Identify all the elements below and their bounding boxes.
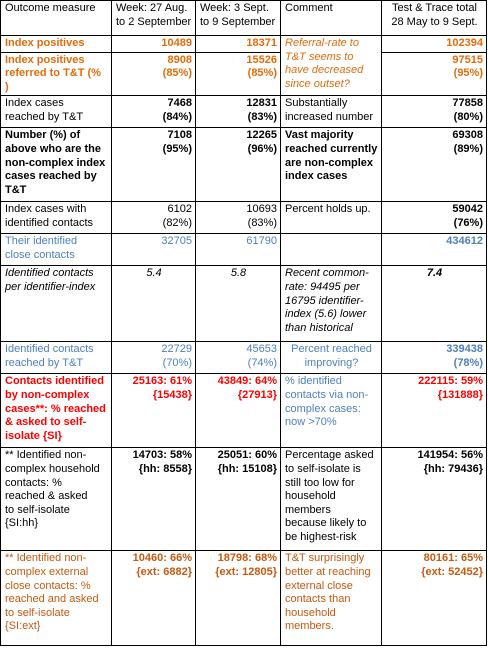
row-comment — [281, 234, 382, 266]
row-week-2: 5.8 — [196, 266, 281, 342]
row-comment: Recent common- rate: 94495 per 16795 identifier- index (5.6) lower than historical — [281, 266, 382, 342]
table-row — [1, 374, 487, 448]
row-comment: Referral-rate to T&T seems to have decreased since outset? — [281, 36, 382, 96]
row-total: 7.4 — [382, 266, 487, 342]
table-row — [1, 342, 487, 374]
row-week-2: 61790 — [196, 234, 281, 266]
row-week-1: 8908 (85%) — [112, 52, 196, 96]
row-week-1: 22729 (70%) — [112, 342, 196, 374]
row-total: 434612 — [382, 234, 487, 266]
table-row — [1, 551, 487, 646]
row-week-2: 45653 (74%) — [196, 342, 281, 374]
row-total: 222115: 59% {131888} — [382, 374, 487, 448]
table-row — [1, 96, 487, 128]
row-comment: Percent holds up. — [281, 202, 382, 234]
row-week-2: 12831 (83%) — [196, 96, 281, 128]
table-row — [1, 36, 487, 53]
row-week-1: 6102 (82%) — [112, 202, 196, 234]
row-measure: Index cases reached by T&T — [1, 96, 112, 128]
row-week-2: 10693 (83%) — [196, 202, 281, 234]
table-row — [1, 448, 487, 551]
row-measure: Index positives referred to T&T (% ) — [1, 52, 112, 96]
row-measure: ** Identified non- complex household contacts: % reached & asked to self-isolate {SI:hh} — [1, 448, 112, 551]
row-comment: Percent reached improving? — [281, 342, 382, 374]
row-measure: Identified contacts per identifier-index — [1, 266, 112, 342]
row-week-1: 14703: 58% {hh: 8558} — [112, 448, 196, 551]
row-total: 141954: 56% {hh: 79436} — [382, 448, 487, 551]
table-row — [1, 266, 487, 342]
table-row — [1, 234, 487, 266]
row-week-1: 5.4 — [112, 266, 196, 342]
row-week-2: 15526 (85%) — [196, 52, 281, 96]
row-week-2: 18371 — [196, 36, 281, 53]
row-measure: Identified contacts reached by T&T — [1, 342, 112, 374]
row-total: 97515 (95%) — [382, 52, 487, 96]
row-week-2: 12265 (96%) — [196, 128, 281, 202]
row-comment: % identified contacts via non- complex cases: now >70% — [281, 374, 382, 448]
row-measure: Index cases with identified contacts — [1, 202, 112, 234]
row-total: 339438 (78%) — [382, 342, 487, 374]
header-week-1: Week: 27 Aug. to 2 September — [112, 1, 196, 36]
header-comment: Comment — [281, 1, 382, 36]
row-week-1: 32705 — [112, 234, 196, 266]
row-total: 59042 (76%) — [382, 202, 487, 234]
row-comment: T&T surprisingly better at reaching external close contacts than household members. — [281, 551, 382, 646]
row-week-2: 25051: 60% {hh: 15108} — [196, 448, 281, 551]
table-row — [1, 202, 487, 234]
row-measure: Their identified close contacts — [1, 234, 112, 266]
row-total: 102394 — [382, 36, 487, 53]
row-comment: Vast majority reached currently are non-complex index cases — [281, 128, 382, 202]
row-week-1: 10489 — [112, 36, 196, 53]
header-row — [1, 1, 487, 36]
row-total: 77858 (80%) — [382, 96, 487, 128]
row-measure: Index positives — [1, 36, 112, 53]
header-measure: Outcome measure — [1, 1, 112, 36]
row-measure: Number (%) of above who are the non-complex index cases reached by T&T — [1, 128, 112, 202]
header-total: Test & Trace total 28 May to 9 Sept. — [382, 1, 487, 36]
row-week-2: 43849: 64% {27913} — [196, 374, 281, 448]
row-week-1: 7108 (95%) — [112, 128, 196, 202]
table-row — [1, 52, 487, 96]
row-comment: Percentage asked to self-isolate is still too low for household members because likely to be highest-risk — [281, 448, 382, 551]
row-measure: ** Identified non- complex external close contacts: % reached and asked to self-isolate {SI:ext} — [1, 551, 112, 646]
row-comment: Substantially increased number — [281, 96, 382, 128]
row-week-2: 18798: 68% {ext: 12805} — [196, 551, 281, 646]
row-measure: Contacts identified by non-complex cases**: % reached & asked to self- isolate {SI} — [1, 374, 112, 448]
row-total: 80161: 65% {ext: 52452} — [382, 551, 487, 646]
header-week-2: Week: 3 Sept. to 9 September — [196, 1, 281, 36]
row-week-1: 7468 (84%) — [112, 96, 196, 128]
row-week-1: 10460: 66% {ext: 6882} — [112, 551, 196, 646]
table-row — [1, 128, 487, 202]
row-total: 69308 (89%) — [382, 128, 487, 202]
row-week-1: 25163: 61% {15438} — [112, 374, 196, 448]
